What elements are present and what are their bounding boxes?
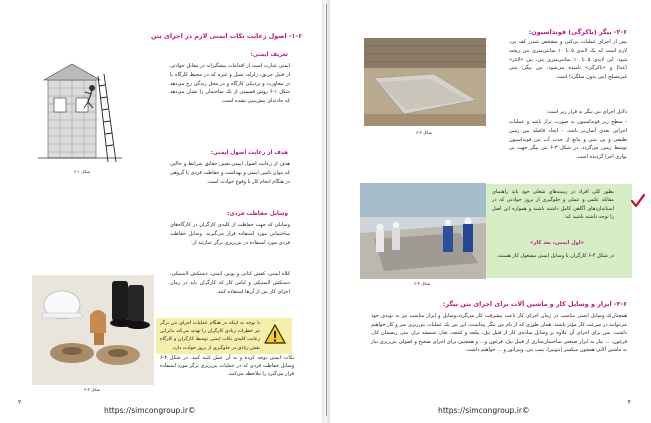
photo-caption: شکل ۲-۶ xyxy=(83,387,101,392)
footer-url: https://simcongroup.ir© xyxy=(438,406,530,415)
right-page xyxy=(330,0,651,423)
safety-note-box xyxy=(156,318,292,354)
check-icon xyxy=(631,193,645,207)
safety-tip-box xyxy=(486,184,632,278)
spine-divider xyxy=(326,4,327,416)
safety-gear-photo xyxy=(32,275,154,385)
reasons-text: - سطح زیر فونداسیون به صورت تراز باشد و عملیات اجرایی بعدی آسان‌تر باشد. - ایجاد فاصله بین زمین طبیعی و پی بتنی و مانع از جذب آب بتن فونداسیون توسط زمین می‌گردد. در شکل ۳-۶ بتن بیگر جهت پی نواری اجرا گردیده است. xyxy=(509,119,628,161)
figure-caption: شکل ۱-۶ xyxy=(73,169,91,174)
workers-photo xyxy=(360,183,486,279)
protective-equipment-title: وسایل حفاظت فردی: xyxy=(227,211,288,217)
left-page xyxy=(0,0,322,423)
section-heading: ۱-۶- اصول رعایت نکات ایمنی لازم در اجرای بتن xyxy=(151,32,302,40)
photo-caption: شکل ۴-۶ xyxy=(413,281,431,286)
intro-paragraph: پس از اجرای عملیات پی‌کنی و مشخص شدن کف پی، لازم است که یک لایه‌ی ۵ تا ۱۰ سانتی‌متری بتن ریخته شود. این لایه‌ی ۵ تا ۱۰ سانتی‌متری بتن، بتن «لاغر» (غذا) و «باکرگی» نامیده می‌شود. بتن بیگر، بتنی غیرمسلح (بتن بدون میلگرد) است. xyxy=(509,39,628,81)
protective-equipment-text: وسایلی که جهت حفاظت از کلیه‌ی کارگران در کارگاه‌های ساختمانی مورد استفاده قرار می‌گیرند. وسایل حفاظت فردی مورد استفاده در بتن‌ریزی برگر عبارتند از: xyxy=(170,222,290,246)
safety-goal-text: هدف از رعایت اصول ایمنی،تعیین حقایق شرایط و حالتی که بتوان تامین ایمنی و بهداشت و حفاظت فردی یا گروهی در هنگام انجام کار با وقوع حوادث است. xyxy=(170,161,290,185)
safety-note-continuation: نکات ایمنی توجه کرده و به آن عمل کنید کنید. در شکل ۲-۶ وسایل حفاظت فردی که در عملیات بتن‌ریزی برگر مورد استفاده قرار می‌گیرد را ملاحظه می‌کنید. xyxy=(160,355,294,378)
safety-goal-title: هدف از رعایت اصول ایمنی: xyxy=(210,150,288,156)
safety-motto: «اول ایمنی، بعد کار» xyxy=(530,240,584,246)
page-number: ۴ xyxy=(627,399,631,406)
section-heading: ۲-۶- بیگر (باکرگی) فونداسیون: xyxy=(528,28,627,36)
safety-definition-text: ایمنی عبارت است از اقدامات پیشگیرانه در مقابل حوادثی از قبیل حریق، زلزله، سیل و غیره که در محیط کارگاه یا در مجاورت و نزدیکی کارگاه و در محل زندگی رخ می‌دهد شکل ۱-۶ روش قسمتی از یک ساختمان را نشان می‌دهد که حادثه‌ای پیش‌بینی نشده است. xyxy=(170,63,290,105)
building-illustration xyxy=(38,58,122,166)
safety-definition-title: تعریف ایمنی: xyxy=(250,52,288,58)
safety-note-text: با توجه به اینکه در هنگام عملیات اجرای بتن برگر تیر خطرات زیادی کارگران را تهدید می‌کند بنابراین رعایت کلیه‌ی نکات ایمنی توسط کارگران و کارگاه نقش زیادی در جلوگیری از بروز حوادث دارد. xyxy=(160,321,260,351)
safety-tip-text: بطور کلی افراد در زمینه‌های شغلی خود باید راهنمای مقابله علمی و عملی و جلوگیری از بروز حوادثی که در استانداردهای آگاهی کامل داشته باشند و همواره این اصل را توجه داشته باشید که: xyxy=(492,189,614,221)
tools-section-text: همچنان‌که وسایل ایمنی مناسب در زمان اجرای کار باعث پیشرفت کار می‌گردد،وسایل و ابزار مناسب نیز به نوبه‌ی خود می‌توانند در سرعت کار مؤثر باشند. همان طوری که از نام بتن بیگر پیداست، این بتن یک عملیات بتن‌ریزی سر و کار خواهیم داشت. پس برای اجرای آن علاوه بر وسایل ساده‌ی کار از قبیل بیل، بیلچه و کمچه، تغار، شمشه تراز، متر، ریسمان کار، فرغون، ... نیاز به ابزار صنعتی ساختمان‌سازی از قبیل بیل، فرغون و... و همچنین برای اجرای صحیح و اصولی بتن‌ریزی نیاز به ماشین آلاتی همچون میکسر (بتونیر)، پمپ بتن، ویبراتور و ... خواهیم داشت. xyxy=(371,313,627,354)
protective-items-text: کلاه ایمنی، کفش کتانی و پوتین ایمنی، دستکش لاستیکی، دستکش لاستیکی و لباس کار که کارگران باید در زمان اجرای کار بتن از آن‌ها استفاده کنند. xyxy=(170,271,290,295)
safety-tip-continuation: در شکل ۴-۶ کارگران با وسایل ایمنی مشغول کار هستند. xyxy=(496,253,614,259)
footer-url: https://simcongroup.ir© xyxy=(104,406,196,415)
warning-icon xyxy=(264,324,286,344)
tools-section-heading: ۳-۶- ابزار و وسایل کار و ماشین آلات برای اجرای بتن بیگر: xyxy=(442,300,627,308)
blinding-concrete-photo xyxy=(364,38,486,126)
page-number: ۳ xyxy=(18,399,22,406)
reasons-intro: دلایل اجرای بتن بیگر به قرار زیر است: xyxy=(546,109,627,115)
photo-caption: شکل ۳-۶ xyxy=(415,130,433,135)
